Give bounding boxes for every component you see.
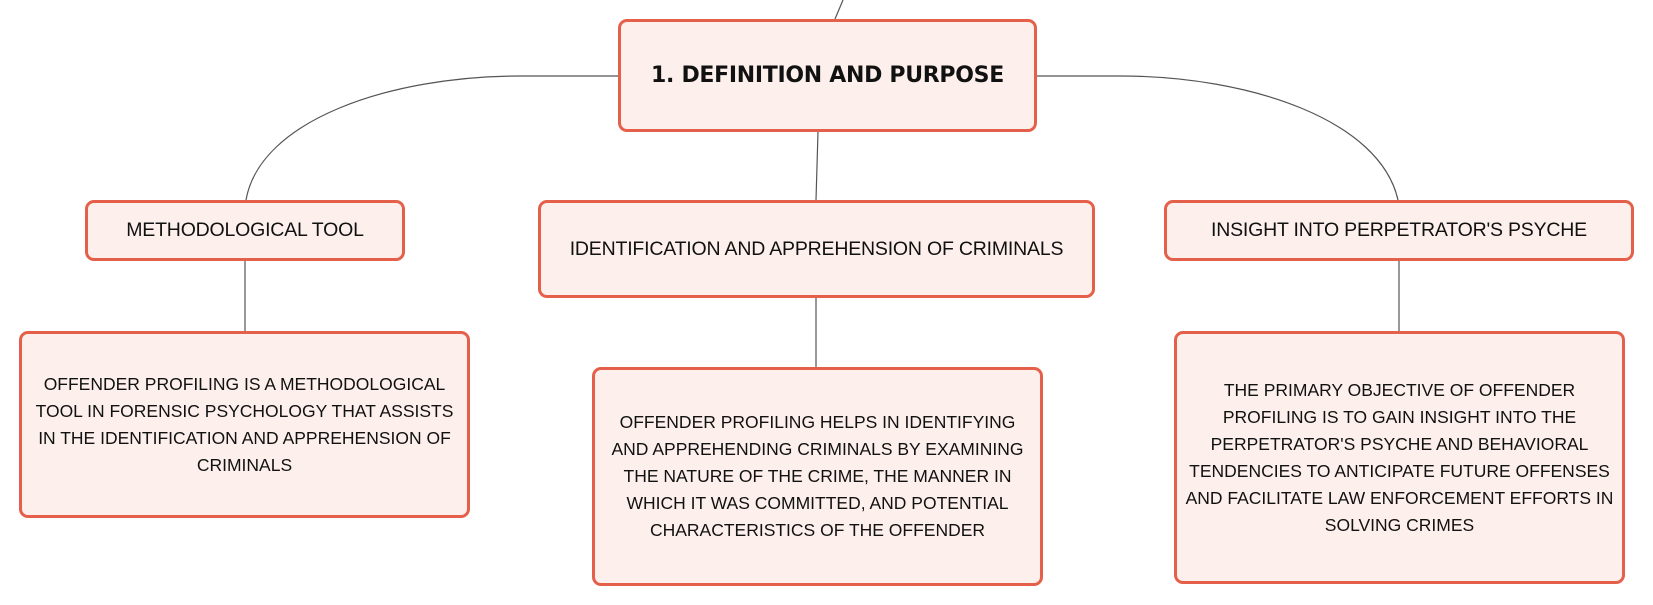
connector-from-parent [835, 0, 843, 19]
subtopic-node-identification[interactable] [538, 200, 1095, 298]
main-topic-label: 1. DEFINITION AND PURPOSE [651, 63, 1004, 88]
detail-text: OFFENDER PROFILING HELPS IN IDENTIFYING AND APPREHENDING CRIMINALS BY EXAMINING THE NATURE OF THE CRIME, THE MANNER IN WHICH IT WAS COMMITTED, AND POTENTIAL CHARACTERISTICS OF THE OFFENDER [611, 412, 1024, 540]
detail-text: THE PRIMARY OBJECTIVE OF OFFENDER PROFILING IS TO GAIN INSIGHT INTO THE PERPETRATOR'S PSYCHE AND BEHAVIORAL TENDENCIES TO ANTICIPATE FUTURE OFFENSES AND FACILITATE LAW ENFORCEMENT EFFORTS IN SOLVING CRIMES [1185, 379, 1614, 535]
subtopic-node-methodological-tool[interactable] [85, 200, 405, 261]
subtopic-label: INSIGHT INTO PERPETRATOR'S PSYCHE [1210, 219, 1587, 241]
connector-main-to-insight [1037, 76, 1398, 200]
detail-node-methodological-tool[interactable] [19, 331, 470, 518]
subtopic-label: METHODOLOGICAL TOOL [126, 219, 364, 241]
detail-text: OFFENDER PROFILING IS A METHODOLOGICAL TOOL IN FORENSIC PSYCHOLOGY THAT ASSISTS IN THE IDENTIFICATION AND APPREHENSION OF CRIMINALS [35, 373, 454, 475]
subtopic-label: IDENTIFICATION AND APPREHENSION OF CRIMINALS [569, 237, 1064, 260]
connector-main-to-identification [816, 132, 818, 200]
subtopic-node-insight[interactable] [1164, 200, 1634, 261]
detail-node-insight[interactable] [1174, 331, 1625, 584]
detail-node-identification[interactable] [592, 367, 1043, 586]
main-topic-node[interactable] [618, 19, 1037, 132]
connector-main-to-methodological-tool [246, 76, 618, 200]
